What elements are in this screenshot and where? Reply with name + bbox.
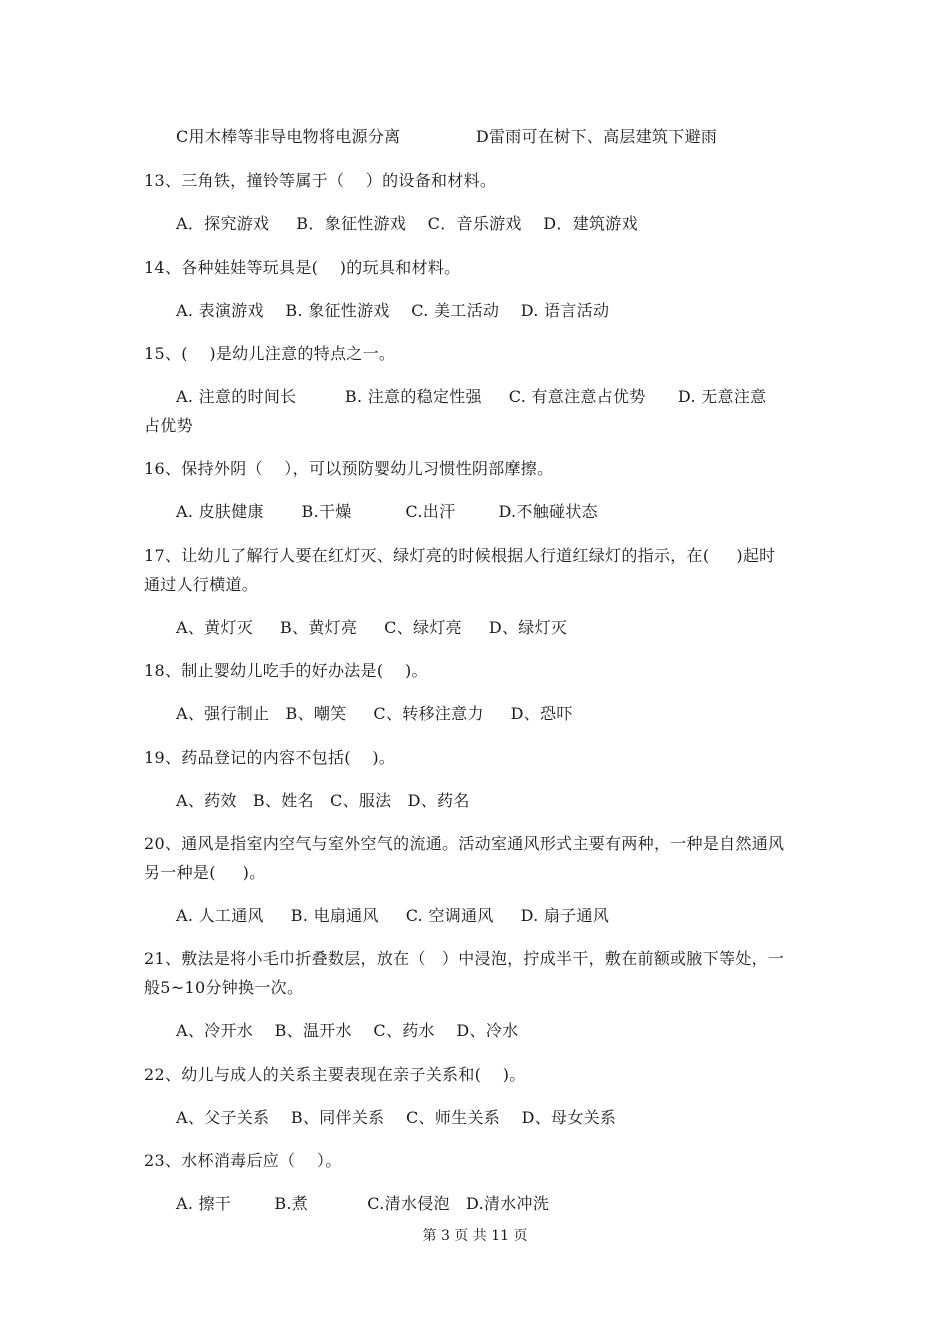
option-line: A. 表演游戏 B. 象征性游戏 C. 美工活动 D. 语言活动 bbox=[176, 301, 610, 320]
question-19: 19、药品登记的内容不包括( )。 bbox=[144, 748, 396, 767]
question-23: 23、水杯消毒后应（ ）。 bbox=[144, 1151, 342, 1170]
question-22: 22、幼儿与成人的关系主要表现在亲子关系和( )。 bbox=[144, 1065, 526, 1084]
option-line: A、冷开水 B、温开水 C、药水 D、冷水 bbox=[176, 1021, 519, 1040]
page-footer: 第 3 页 共 11 页 bbox=[422, 1228, 528, 1244]
question-continuation: 另一种是( )。 bbox=[144, 863, 266, 882]
option-line: A．探究游戏 B．象征性游戏 C．音乐游戏 D．建筑游戏 bbox=[176, 214, 638, 233]
question-13: 13、三角铁，撞铃等属于（ ）的设备和材料。 bbox=[144, 171, 497, 190]
option-line: A. 皮肤健康 B.干燥 C.出汗 D.不触碰状态 bbox=[176, 502, 598, 521]
question-17: 17、让幼儿了解行人要在红灯灭、绿灯亮的时候根据人行道红绿灯的指示，在( )起时 bbox=[144, 546, 776, 565]
option-line: A. 擦干 B.煮 C.清水侵泡 D.清水冲洗 bbox=[176, 1194, 550, 1213]
question-20: 20、通风是指室内空气与室外空气的流通。活动室通风形式主要有两种，一种是自然通风 bbox=[144, 834, 785, 853]
question-15: 15、( )是幼儿注意的特点之一。 bbox=[144, 344, 396, 363]
option-line: C用木棒等非导电物将电源分离 D雷雨可在树下、高层建筑下避雨 bbox=[176, 127, 718, 146]
option-line: A. 人工通风 B. 电扇通风 C. 空调通风 D. 扇子通风 bbox=[176, 906, 610, 925]
option-line: A. 注意的时间长 B. 注意的稳定性强 C. 有意注意占优势 D. 无意注意 bbox=[176, 387, 767, 406]
question-14: 14、各种娃娃等玩具是( )的玩具和材料。 bbox=[144, 258, 461, 277]
option-line: A、黄灯灭 B、黄灯亮 C、绿灯亮 D、绿灯灭 bbox=[176, 618, 568, 637]
question-continuation: 通过人行横道。 bbox=[144, 575, 259, 594]
question-21: 21、敷法是将小毛巾折叠数层，放在（ ）中浸泡，拧成半干，敷在前额或腋下等处，一 bbox=[144, 949, 785, 968]
option-continuation: 占优势 bbox=[144, 416, 193, 435]
option-line: A、父子关系 B、同伴关系 C、师生关系 D、母女关系 bbox=[176, 1108, 617, 1127]
question-continuation: 般5~10分钟换一次。 bbox=[144, 978, 304, 997]
question-18: 18、制止婴幼儿吃手的好办法是( )。 bbox=[144, 661, 428, 680]
option-line: A、强行制止 B、嘲笑 C、转移注意力 D、恐吓 bbox=[176, 704, 573, 723]
option-line: A、药效 B、姓名 C、服法 D、药名 bbox=[176, 791, 470, 810]
question-16: 16、保持外阴（ ），可以预防婴幼儿习惯性阴部摩擦。 bbox=[144, 459, 554, 478]
